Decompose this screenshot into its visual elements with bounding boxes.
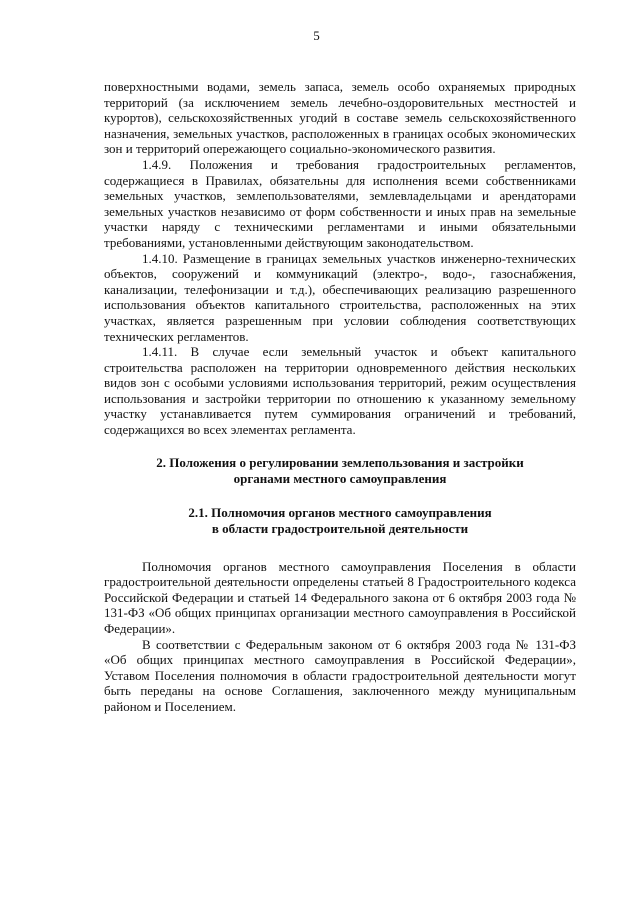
- section-heading-line-2: органами местного самоуправления: [233, 471, 447, 487]
- paragraph-continuation: поверхностными водами, земель запаса, земель особо охраняемых природных территорий (за исключением земель лечебно-оздоровительных местностей и курортов), сельскохозяйственных угодий в составе земель сельскохозяйственного назначения, земельных участков, расположенных в границах особых экономических зон и территорий опережающего социально-экономического развития.: [104, 79, 576, 157]
- paragraph-powers: Полномочия органов местного самоуправления Поселения в области градостроительной деятельности определены статьей 8 Градостроительного кодекса Российской Федерации и статьей 14 Федерального закона от 6 октября 2003 года № 131-ФЗ «Об общих принципах организации местного самоуправления в Российской Федерации».: [104, 558, 576, 637]
- section-heading-line-1: 2. Положения о регулировании землепользования и застройки: [156, 454, 524, 470]
- section-heading: [104, 455, 576, 488]
- document-body: [104, 79, 576, 715]
- subsection-heading: [104, 505, 576, 538]
- page-number: 5: [313, 28, 320, 43]
- subsection-heading-line-2: в области градостроительной деятельности: [211, 521, 469, 537]
- subsection-heading-line-1: 2.1. Полномочия органов местного самоуправления: [188, 504, 492, 520]
- paragraph-1-4-10: 1.4.10. Размещение в границах земельных участков инженерно-технических объектов, сооружений и коммуникаций (электро-, водо-, газоснабжения, канализации, телефонизации и т.д.), обеспечивающих реализацию разрешенного использования объектов капитального строительства, расположенных на этих участках, является разрешенным при условии соблюдения соответствующих технических регламентов.: [104, 250, 576, 344]
- paragraph-federal-law: В соответствии с Федеральным законом от 6 октября 2003 года № 131-ФЗ «Об общих принципах местного самоуправления в Российской Федерации», Уставом Поселения полномочия в области градостроительной деятельности могут быть переданы на основе Соглашения, заключенного между муниципальным районом и Поселением.: [104, 636, 576, 714]
- paragraph-1-4-11: 1.4.11. В случае если земельный участок и объект капитального строительства расположен на территории одновременного действия нескольких видов зон с особыми условиями использования территорий, режим осуществления использования и застройки территории по отношению к указанному земельному участку устанавливается путем суммирования ограничений и требований, содержащихся во всех элементах регламента.: [104, 344, 576, 438]
- paragraph-1-4-9: 1.4.9. Положения и требования градостроительных регламентов, содержащиеся в Правилах, обязательны для исполнения всеми собственниками земельных участков, землепользователями, землевладельцами и арендаторами земельных участков независимо от форм собственности и иных прав на земельные участки наряду с техническими регламентами и иными обязательными требованиями, установленными действующим законодательством.: [104, 156, 576, 250]
